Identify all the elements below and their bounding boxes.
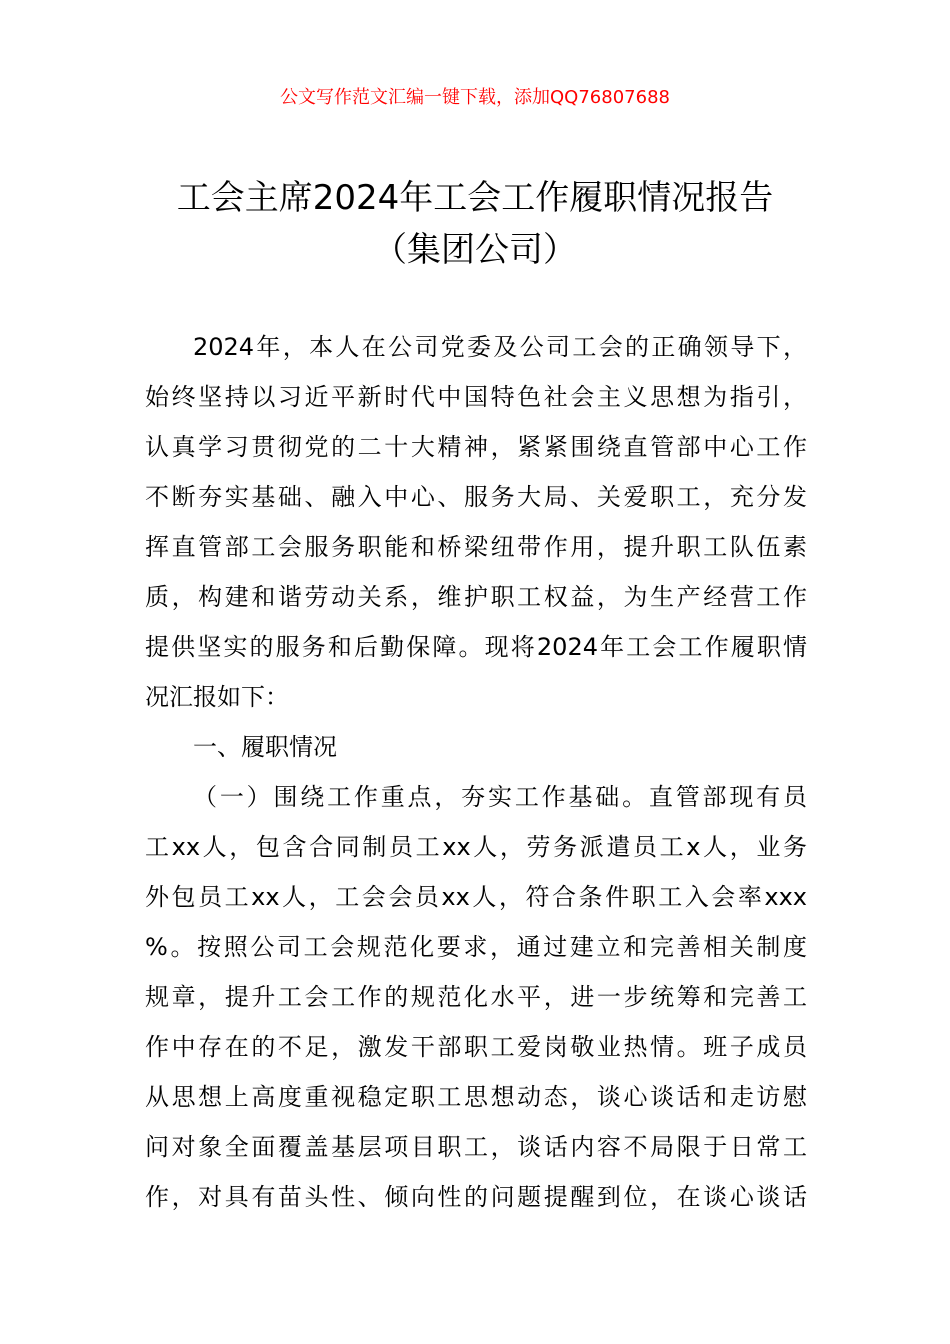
- body-line: 规章，提升工会工作的规范化水平，进一步统筹和完善工: [145, 983, 807, 1011]
- section-heading: 一、履职情况: [193, 733, 337, 761]
- body-line: 作，对具有苗头性、倾向性的问题提醒到位，在谈心谈话: [145, 1183, 807, 1211]
- document-title: [0, 172, 950, 276]
- document-title-line-2: （集团公司）: [373, 230, 577, 270]
- body-line: 从思想上高度重视稳定职工思想动态，谈心谈话和走访慰: [145, 1083, 807, 1111]
- header-note: 公文写作范文汇编一键下载，添加QQ76807688: [280, 87, 670, 108]
- body-line: 况汇报如下：: [145, 683, 289, 711]
- body-line: 提供坚实的服务和后勤保障。现将2024年工会工作履职情: [145, 633, 807, 661]
- body-line: 始终坚持以习近平新时代中国特色社会主义思想为指引，: [145, 383, 807, 411]
- body-line: 问对象全面覆盖基层项目职工，谈话内容不局限于日常工: [145, 1133, 807, 1161]
- body-line: 不断夯实基础、融入中心、服务大局、关爱职工，充分发: [145, 483, 807, 511]
- body-line: 作中存在的不足，激发干部职工爱岗敬业热情。班子成员: [145, 1033, 807, 1061]
- body-line: %。按照公司工会规范化要求，通过建立和完善相关制度: [145, 933, 807, 961]
- body-line: 认真学习贯彻党的二十大精神，紧紧围绕直管部中心工作: [145, 433, 807, 461]
- body-line: （一）围绕工作重点，夯实工作基础。直管部现有员: [193, 783, 807, 811]
- body-line: 外包员工xx人，工会会员xx人，符合条件职工入会率xxx: [145, 883, 807, 911]
- body-line: 质，构建和谐劳动关系，维护职工权益，为生产经营工作: [145, 583, 807, 611]
- body-line: 2024年，本人在公司党委及公司工会的正确领导下，: [193, 333, 807, 361]
- body-line: 工xx人，包含合同制员工xx人，劳务派遣员工x人，业务: [145, 833, 807, 861]
- body-line: 挥直管部工会服务职能和桥梁纽带作用，提升职工队伍素: [145, 533, 807, 561]
- document-body: [145, 322, 807, 1222]
- document-title-line-1: 工会主席2024年工会工作履职情况报告: [176, 178, 774, 218]
